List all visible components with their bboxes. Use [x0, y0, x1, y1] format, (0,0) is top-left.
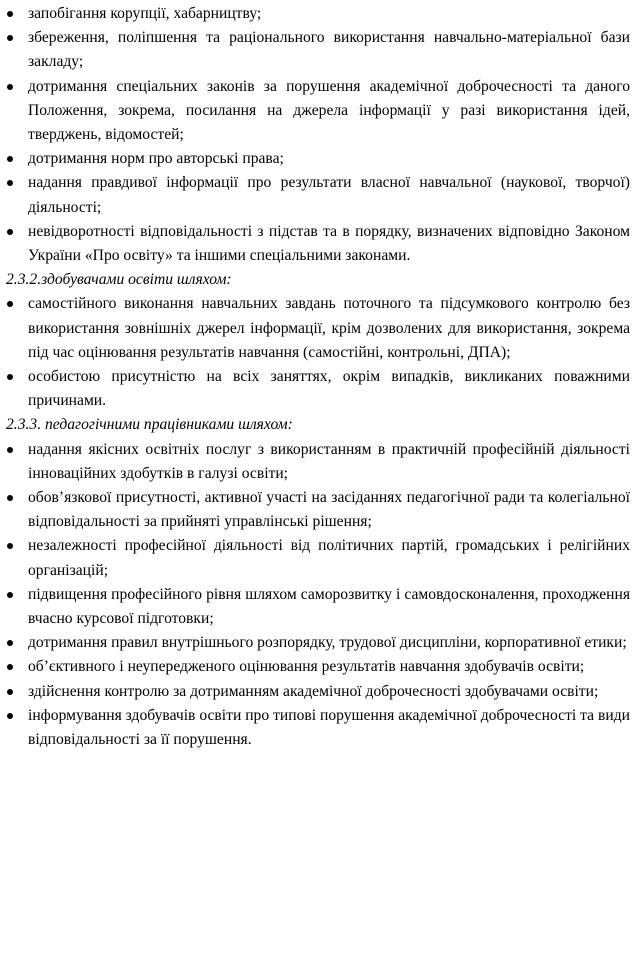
list-item [0, 680, 632, 704]
bullet-icon [7, 640, 13, 646]
list-item [0, 220, 632, 268]
bullet-icon [7, 495, 13, 501]
list-item-text: особистою присутністю на всіх заняттях, окрім випадків, викликаних поважними причинами. [28, 368, 630, 410]
list-item-text: дотримання спеціальних законів за порушення академічної доброчесності та даного Положення, зокрема, посилання на джерела інформації у разі використання ідей, тверджень, відомостей; [28, 77, 630, 144]
bullet-list-general [0, 2, 632, 268]
bullet-icon [7, 156, 13, 162]
list-item-text: обов’язкової присутності, активної участі на засіданнях педагогічної ради та колегіальної відповідальності за прийняті управлінські рішення; [28, 489, 630, 531]
list-item [0, 75, 632, 148]
section-heading-students: 2.3.2.здобувачами освіти шляхом: [6, 271, 232, 289]
bullet-icon [7, 35, 13, 41]
list-item [0, 171, 632, 219]
list-item [0, 583, 632, 631]
list-item [0, 26, 632, 74]
list-item-text: незалежності професійної діяльності від політичних партій, громадських і релігійних організацій; [28, 537, 630, 579]
section-heading-teachers: 2.3.3. педагогічними працівниками шляхом: [6, 416, 293, 434]
list-item [0, 631, 632, 655]
list-item [0, 365, 632, 413]
bullet-icon [7, 664, 13, 670]
list-item-text: дотримання норм про авторські права; [28, 150, 284, 168]
list-item [0, 534, 632, 582]
bullet-icon [7, 301, 13, 307]
list-item-text: дотримання правил внутрішнього розпорядку, трудової дисципліни, корпоративної етики; [28, 634, 627, 652]
list-item [0, 655, 632, 679]
list-item [0, 704, 632, 752]
list-item [0, 486, 632, 534]
list-item [0, 147, 632, 171]
list-item-text: самостійного виконання навчальних завдань поточного та підсумкового контролю без використання зовнішніх джерел інформації, крім дозволених для використання, зокрема під час оцінювання результатів навчання (самостійні, контрольні, ДПА); [28, 295, 630, 361]
list-item-text: надання якісних освітніх послуг з використанням в практичній професійній діяльності інноваційних здобутків в галузі освіти; [28, 440, 630, 482]
list-item-text: збереження, поліпшення та раціонального використання навчально-матеріальної бази закладу; [28, 29, 630, 71]
list-item-text: запобігання корупції, хабарництву; [28, 5, 262, 22]
bullet-icon [7, 229, 13, 235]
bullet-icon [7, 592, 13, 598]
bullet-icon [7, 180, 13, 186]
list-item-text: інформування здобувачів освіти про типові порушення академічної доброчесності та види відповідальності за її порушення. [28, 706, 630, 749]
bullet-list-students [0, 292, 632, 413]
bullet-list-teachers [0, 438, 632, 753]
bullet-icon [7, 11, 13, 17]
bullet-icon [7, 84, 13, 90]
bullet-icon [7, 713, 13, 719]
list-item-text: здійснення контролю за дотриманням академічної доброчесності здобувачами освіти; [28, 682, 599, 700]
bullet-icon [7, 543, 13, 549]
list-item [0, 438, 632, 486]
list-item-text: підвищення професійного рівня шляхом саморозвитку і самовдосконалення, проходження вчасно курсової підготовки; [28, 585, 630, 628]
bullet-icon [7, 374, 13, 380]
bullet-icon [7, 689, 13, 695]
bullet-icon [7, 447, 13, 453]
document-page [0, 2, 632, 752]
list-item-text: надання правдивої інформації про результати власної навчальної (наукової, творчої) діяльності; [28, 174, 630, 216]
list-item [0, 2, 632, 26]
list-item [0, 292, 632, 365]
list-item-text: об’єктивного і неупередженого оцінювання результатів навчання здобувачів освіти; [28, 658, 585, 676]
list-item-text: невідворотності відповідальності з підстав та в порядку, визначених відповідно Законом України «Про освіту» та іншими спеціальними законами. [28, 222, 630, 265]
